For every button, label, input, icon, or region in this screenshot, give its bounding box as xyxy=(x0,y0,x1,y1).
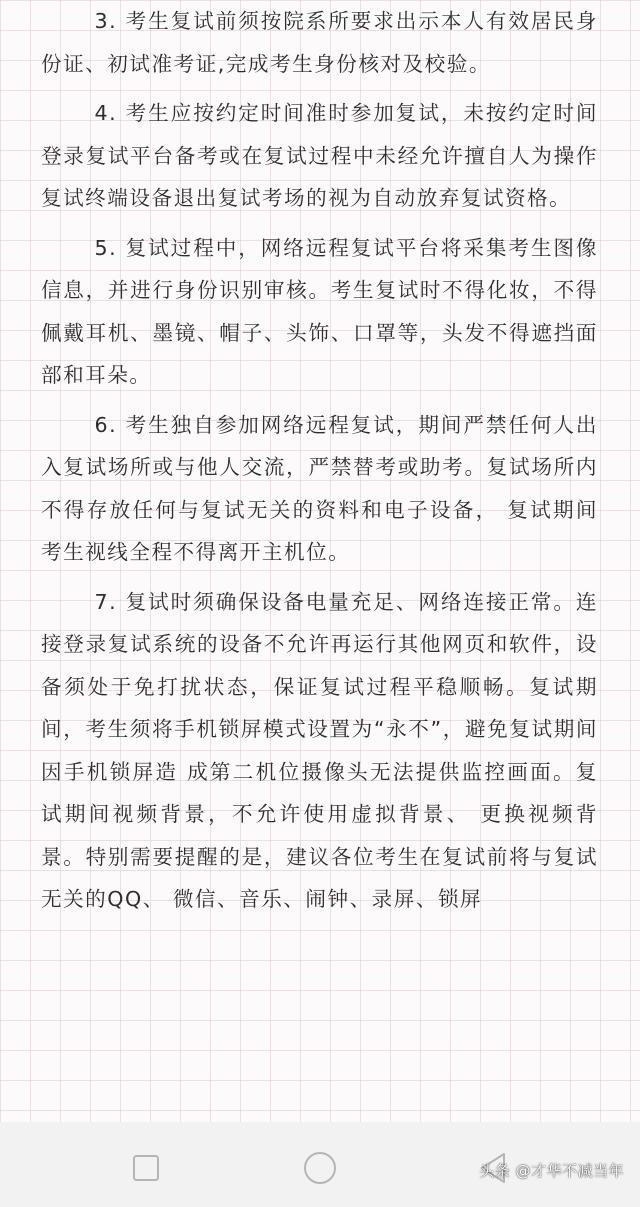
paragraph-6: 6. 考生独自参加网络远程复试，期间严禁任何人出入复试场所或与他人交流，严禁替考或助考。复试场所内不得存放任何与复试无关的资料和电子设备， 复试期间考生视线全程不得离开主机位。 xyxy=(41,412,598,564)
paragraph-3: 3. 考生复试前须按院系所要求出示本人有效居民身份证、初试准考证,完成考生身份核对及校验。 xyxy=(41,9,598,76)
paragraph-7: 7. 复试时须确保设备电量充足、网络连接正常。连接登录复试系统的设备不允许再运行其他网页和软件，设备须处于免打扰状态，保证复试过程平稳顺畅。复试期间，考生须将手机锁屏模式设置为“永不”，避免复试期间因手机锁屏造 成第二机位摄像头无法提供监控画面。复试期间视频背景，不允许使用虚拟背景、 更换视频背景。特别需要提醒的是，建议各位考生在复试前将与复试无关的QQ、 微信、音乐、闹钟、录屏、锁屏 xyxy=(41,589,598,911)
paragraph-5: 5. 复试过程中，网络远程复试平台将采集考生图像信息，并进行身份识别审核。考生复试时不得化妆，不得佩戴耳机、墨镜、帽子、头饰、口罩等，头发不得遮挡面部和耳朵。 xyxy=(41,235,598,387)
home-button[interactable] xyxy=(300,1148,340,1188)
recent-apps-button[interactable] xyxy=(126,1148,166,1188)
home-circle-icon xyxy=(303,1151,337,1185)
source-watermark: 头条 @才华不减当年 xyxy=(479,1162,624,1180)
paragraph-4: 4. 考生应按约定时间准时参加复试，未按约定时间登录复试平台备考或在复试过程中未经允许擅自人为操作复试终端设备退出复试考场的视为自动放弃复试资格。 xyxy=(41,101,598,210)
recent-apps-square-icon xyxy=(132,1154,160,1182)
